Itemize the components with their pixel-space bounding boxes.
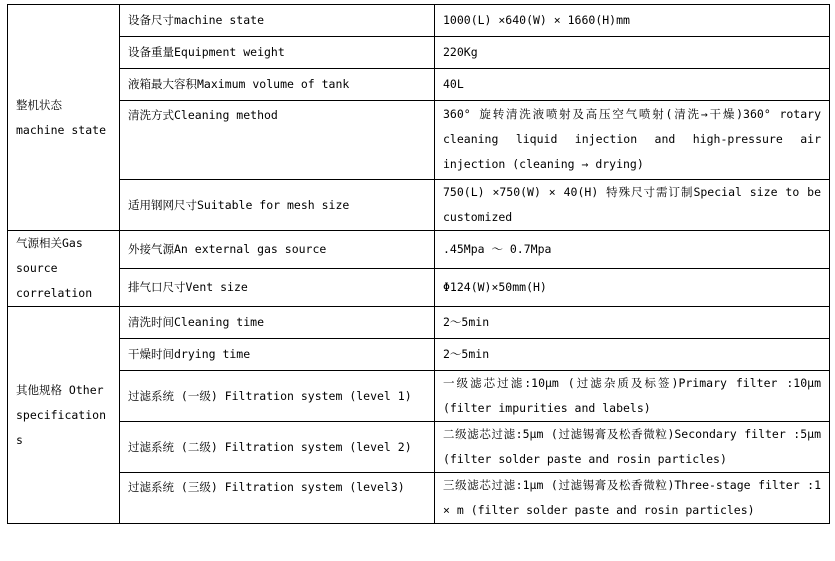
param-cell: 外接气源An external gas source <box>120 231 435 269</box>
value-cell: 三级滤芯过滤:1μm (过滤锡膏及松香微粒)Three-stage filter :1 × m (filter solder paste and rosin particles) <box>435 473 830 524</box>
table-row <box>8 231 830 269</box>
table-row <box>8 422 830 473</box>
category-gas-source: 气源相关Gas source correlation <box>16 236 93 300</box>
value-cell: 2～5min <box>435 339 830 371</box>
value-cell: 40L <box>435 69 830 101</box>
value-cell: 二级滤芯过滤:5μm (过滤锡膏及松香微粒)Secondary filter :5μm (filter solder paste and rosin particles) <box>435 422 830 473</box>
category-cell <box>8 231 120 307</box>
table-row <box>8 307 830 339</box>
value-cell: 一级滤芯过滤:10μm (过滤杂质及标签)Primary filter :10μm (filter impurities and labels) <box>435 371 830 422</box>
table-row <box>8 5 830 37</box>
table-row <box>8 269 830 307</box>
table-row <box>8 371 830 422</box>
param-cell: 液箱最大容积Maximum volume of tank <box>120 69 435 101</box>
param-cell: 清洗方式Cleaning method <box>120 101 435 180</box>
param-cell: 清洗时间Cleaning time <box>120 307 435 339</box>
value-cell: .45Mpa ～ 0.7Mpa <box>435 231 830 269</box>
param-cell: 过滤系统 (一级) Filtration system (level 1) <box>120 371 435 422</box>
category-cell <box>8 307 120 524</box>
value-cell: 360° 旋转清洗液喷射及高压空气喷射(清洗→干燥)360° rotary cleaning liquid injection and high-pressure air injection (cleaning → drying) <box>435 101 830 180</box>
param-cell: 过滤系统 (二级) Filtration system (level 2) <box>120 422 435 473</box>
param-cell: 过滤系统 (三级) Filtration system (level3) <box>120 473 435 524</box>
table-row <box>8 37 830 69</box>
table-row <box>8 180 830 231</box>
table-row <box>8 101 830 180</box>
value-cell: 1000(L) ×640(W) × 1660(H)mm <box>435 5 830 37</box>
param-cell: 干燥时间drying time <box>120 339 435 371</box>
value-cell: 220Kg <box>435 37 830 69</box>
param-cell: 设备重量Equipment weight <box>120 37 435 69</box>
category-machine-state: 整机状态 machine state <box>16 97 107 137</box>
value-cell: Φ124(W)×50mm(H) <box>435 269 830 307</box>
value-cell: 750(L) ×750(W) × 40(H) 特殊尺寸需订制Special size to be customized <box>435 180 830 231</box>
category-cell <box>8 5 120 231</box>
category-other-specs: 其他规格 Other specifications <box>16 382 107 447</box>
table-row <box>8 339 830 371</box>
param-cell: 排气口尺寸Vent size <box>120 269 435 307</box>
spec-table <box>7 4 830 524</box>
param-cell: 适用钢网尺寸Suitable for mesh size <box>120 180 435 231</box>
value-cell: 2～5min <box>435 307 830 339</box>
param-cell: 设备尺寸machine state <box>120 5 435 37</box>
table-row <box>8 69 830 101</box>
table-row <box>8 473 830 524</box>
